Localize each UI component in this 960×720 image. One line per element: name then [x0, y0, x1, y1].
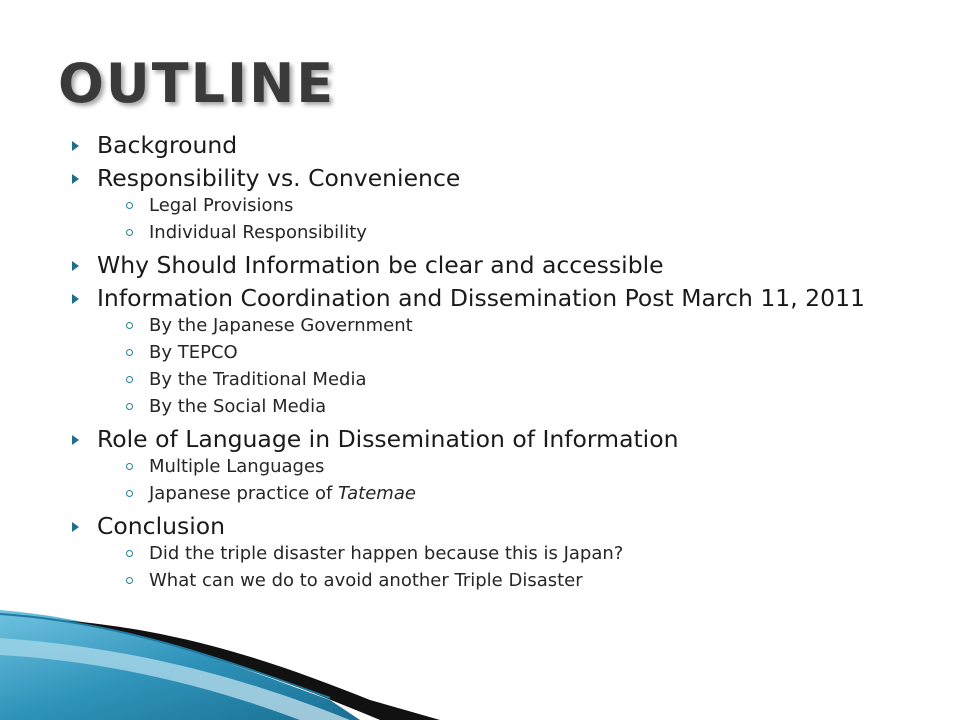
triangle-bullet-icon	[72, 174, 79, 184]
triangle-bullet-icon	[72, 522, 79, 532]
triangle-bullet-icon	[72, 141, 79, 151]
sub-item-label: Individual Responsibility	[149, 222, 367, 243]
sub-item-label: Legal Provisions	[149, 195, 294, 216]
outline-item-label: Responsibility vs. Convenience	[97, 164, 461, 192]
sub-list	[97, 312, 892, 420]
triangle-bullet-icon	[72, 261, 79, 271]
outline-item-background	[72, 132, 892, 159]
circle-bullet-icon	[126, 349, 133, 356]
sub-item	[97, 393, 892, 420]
outline-item-language	[72, 426, 892, 507]
sub-item	[97, 192, 892, 219]
circle-bullet-icon	[126, 202, 133, 209]
triangle-bullet-icon	[72, 294, 79, 304]
sub-item-label: By the Social Media	[149, 396, 327, 417]
triangle-bullet-icon	[72, 435, 79, 445]
sub-item	[97, 480, 892, 507]
circle-bullet-icon	[126, 490, 133, 497]
outline-item-label: Background	[97, 131, 238, 159]
outline-item-label: Conclusion	[97, 512, 226, 540]
outline-item-label: Information Coordination and Dissemination Post March 11, 2011	[97, 284, 865, 312]
sub-item-label: Multiple Languages	[149, 456, 325, 477]
sub-item	[97, 366, 892, 393]
outline-item-coordination	[72, 285, 892, 420]
circle-bullet-icon	[126, 322, 133, 329]
sub-list	[97, 192, 892, 246]
sub-item	[97, 339, 892, 366]
circle-bullet-icon	[126, 376, 133, 383]
circle-bullet-icon	[126, 229, 133, 236]
sub-item	[97, 453, 892, 480]
sub-item-label: By the Traditional Media	[149, 369, 367, 390]
outline-list	[72, 132, 892, 594]
outline-item-why-information	[72, 252, 892, 279]
sub-item	[97, 312, 892, 339]
sub-item-label: By the Japanese Government	[149, 315, 413, 336]
circle-bullet-icon	[126, 463, 133, 470]
sub-item-label: By TEPCO	[149, 342, 238, 363]
sub-item-emphasis: Tatemae	[338, 483, 416, 504]
sub-item-label: Did the triple disaster happen because this is Japan?	[149, 543, 624, 564]
sub-item-label: Japanese practice of	[149, 483, 339, 504]
outline-item-responsibility	[72, 165, 892, 246]
sub-item-label: What can we do to avoid another Triple Disaster	[149, 570, 583, 591]
outline-item-label: Role of Language in Dissemination of Information	[97, 425, 679, 453]
slide-title: OUTLINE	[58, 52, 336, 115]
sub-list	[97, 453, 892, 507]
circle-bullet-icon	[126, 403, 133, 410]
decorative-wave	[0, 550, 960, 720]
outline-item-label: Why Should Information be clear and accessible	[97, 251, 664, 279]
sub-item	[97, 219, 892, 246]
